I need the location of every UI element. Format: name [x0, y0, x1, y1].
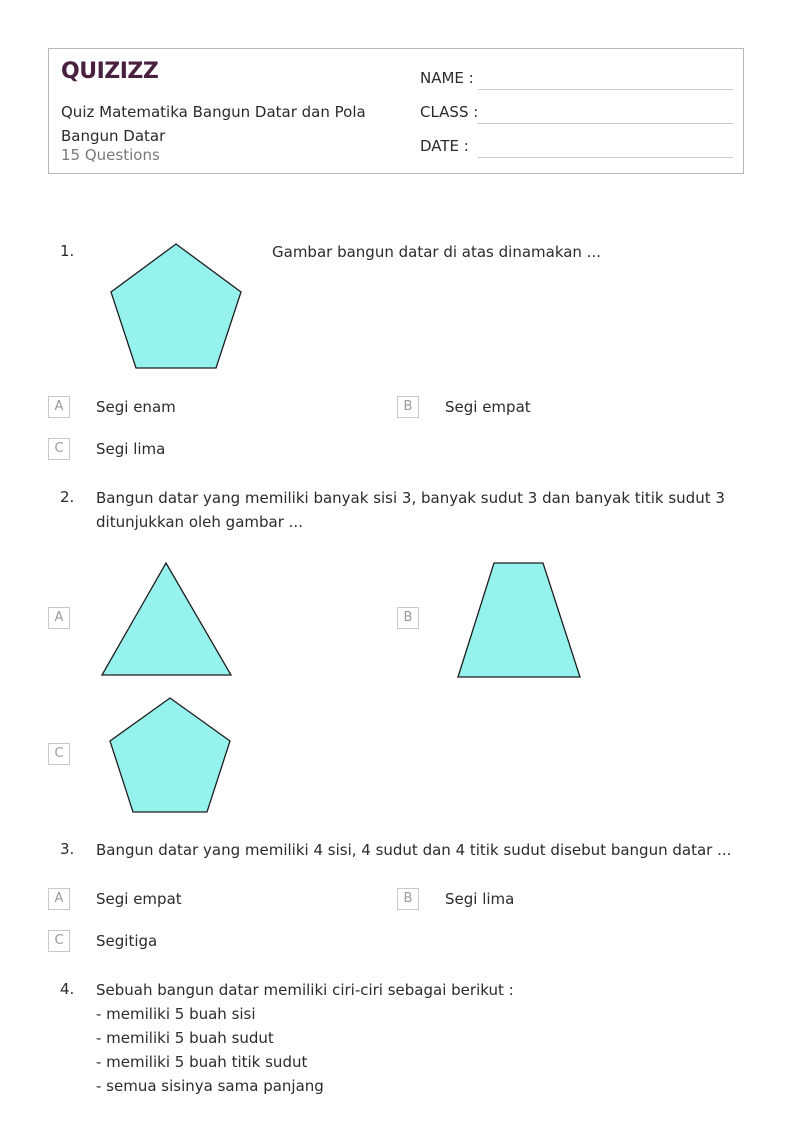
question-4-number: 4. [60, 980, 75, 998]
question-2-option-a-box[interactable]: A [48, 607, 70, 629]
question-1-option-b-box[interactable]: B [397, 396, 419, 418]
date-label: DATE : [420, 137, 469, 155]
class-field[interactable] [420, 103, 733, 125]
question-2-option-a-triangle-image[interactable] [101, 562, 232, 676]
worksheet-header [48, 48, 744, 174]
question-3-option-c-text[interactable]: Segitiga [96, 932, 158, 950]
name-line[interactable] [478, 89, 733, 90]
question-3-option-a-text[interactable]: Segi empat [96, 890, 182, 908]
question-2-option-c-pentagon-image[interactable] [109, 697, 231, 813]
question-1-text: Gambar bangun datar di atas dinamakan ... [272, 243, 602, 261]
question-2-option-b-trapezoid-image[interactable] [457, 562, 581, 678]
question-3-option-b-box[interactable]: B [397, 888, 419, 910]
quiz-title: Quiz Matematika Bangun Datar dan Pola Bangun Datar [61, 103, 366, 145]
question-1-option-c-box[interactable]: C [48, 438, 70, 460]
question-3-option-a-box[interactable]: A [48, 888, 70, 910]
question-3-option-b-text[interactable]: Segi lima [445, 890, 515, 908]
question-3-number: 3. [60, 840, 75, 858]
date-line[interactable] [478, 157, 733, 158]
question-1-pentagon-image [110, 243, 242, 369]
question-count: 15 Questions [61, 146, 160, 164]
question-1-number: 1. [60, 242, 75, 260]
question-2-number: 2. [60, 488, 75, 506]
date-field[interactable] [420, 137, 733, 159]
name-label: NAME : [420, 69, 474, 87]
question-4-line: - semua sisinya sama panjang [96, 1077, 324, 1095]
question-1-option-a-box[interactable]: A [48, 396, 70, 418]
question-2-option-b-box[interactable]: B [397, 607, 419, 629]
question-4-text [96, 978, 514, 1098]
question-4-line: - memiliki 5 buah titik sudut [96, 1053, 308, 1071]
class-label: CLASS : [420, 103, 479, 121]
question-1-option-c-text[interactable]: Segi lima [96, 440, 166, 458]
question-4-line: - memiliki 5 buah sudut [96, 1029, 274, 1047]
question-2-option-c-box[interactable]: C [48, 743, 70, 765]
class-line[interactable] [478, 123, 733, 124]
quizizz-logo: QUIZIZZ [61, 59, 159, 84]
name-field[interactable] [420, 69, 733, 91]
question-1-option-a-text[interactable]: Segi enam [96, 398, 176, 416]
question-2-text: Bangun datar yang memiliki banyak sisi 3, banyak sudut 3 dan banyak titik sudut 3 ditunjukkan oleh gambar ... [96, 489, 725, 531]
question-4-line: Sebuah bangun datar memiliki ciri-ciri sebagai berikut : [96, 981, 514, 999]
question-4-line: - memiliki 5 buah sisi [96, 1005, 256, 1023]
question-3-text: Bangun datar yang memiliki 4 sisi, 4 sudut dan 4 titik sudut disebut bangun datar ... [96, 841, 732, 859]
question-3-option-c-box[interactable]: C [48, 930, 70, 952]
question-1-option-b-text[interactable]: Segi empat [445, 398, 531, 416]
